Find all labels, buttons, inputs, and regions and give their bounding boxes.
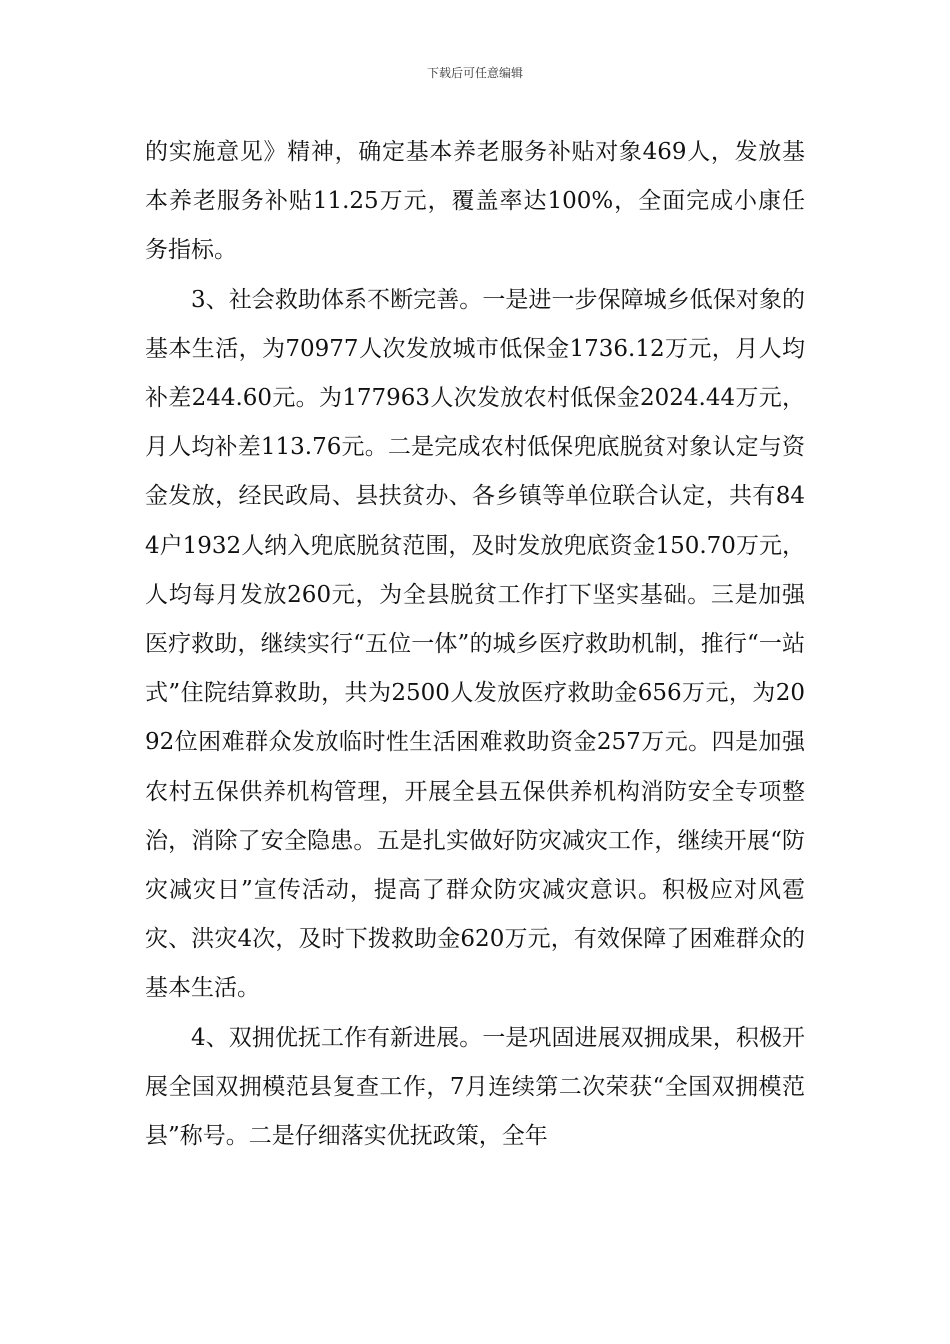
body-text (145, 128, 805, 1161)
paragraph-social-assistance: 3、社会救助体系不断完善。一是进一步保障城乡低保对象的基本生活，为70977人次发放城市低保金1736.12万元，月人均补差244.60元。为177963人次发放农村低保金2024.44万元，月人均补差113.76元。二是完成农村低保兜底脱贫对象认定与资金发放，经民政局、县扶贫办、各乡镇等单位联合认定，共有844户1932人纳入兜底脱贫范围，及时发放兜底资金150.70万元，人均每月发放260元，为全县脱贫工作打下坚实基础。三是加强医疗救助，继续实行“五位一体”的城乡医疗救助机制，推行“一站式”住院结算救助，共为2500人发放医疗救助金656万元，为2092位困难群众发放临时性生活困难救助资金257万元。四是加强农村五保供养机构管理，开展全县五保供养机构消防安全专项整治，消除了安全隐患。五是扎实做好防灾减灾工作，继续开展“防灾减灾日”宣传活动，提高了群众防灾减灾意识。积极应对风雹灾、洪灾4次，及时下拨救助金620万元，有效保障了困难群众的基本生活。 (145, 286, 805, 1002)
paragraph-continuation: 的实施意见》精神，确定基本养老服务补贴对象469人，发放基本养老服务补贴11.25万元，覆盖率达100%，全面完成小康任务指标。 (145, 139, 805, 264)
page-header: 下载后可任意编辑 (426, 66, 523, 80)
paragraph-double-support: 4、双拥优抚工作有新进展。一是巩固进展双拥成果，积极开展全国双拥模范县复查工作，7月连续第二次荣获“全国双拥模范县”称号。二是仔细落实优抚政策，全年 (145, 1024, 805, 1150)
